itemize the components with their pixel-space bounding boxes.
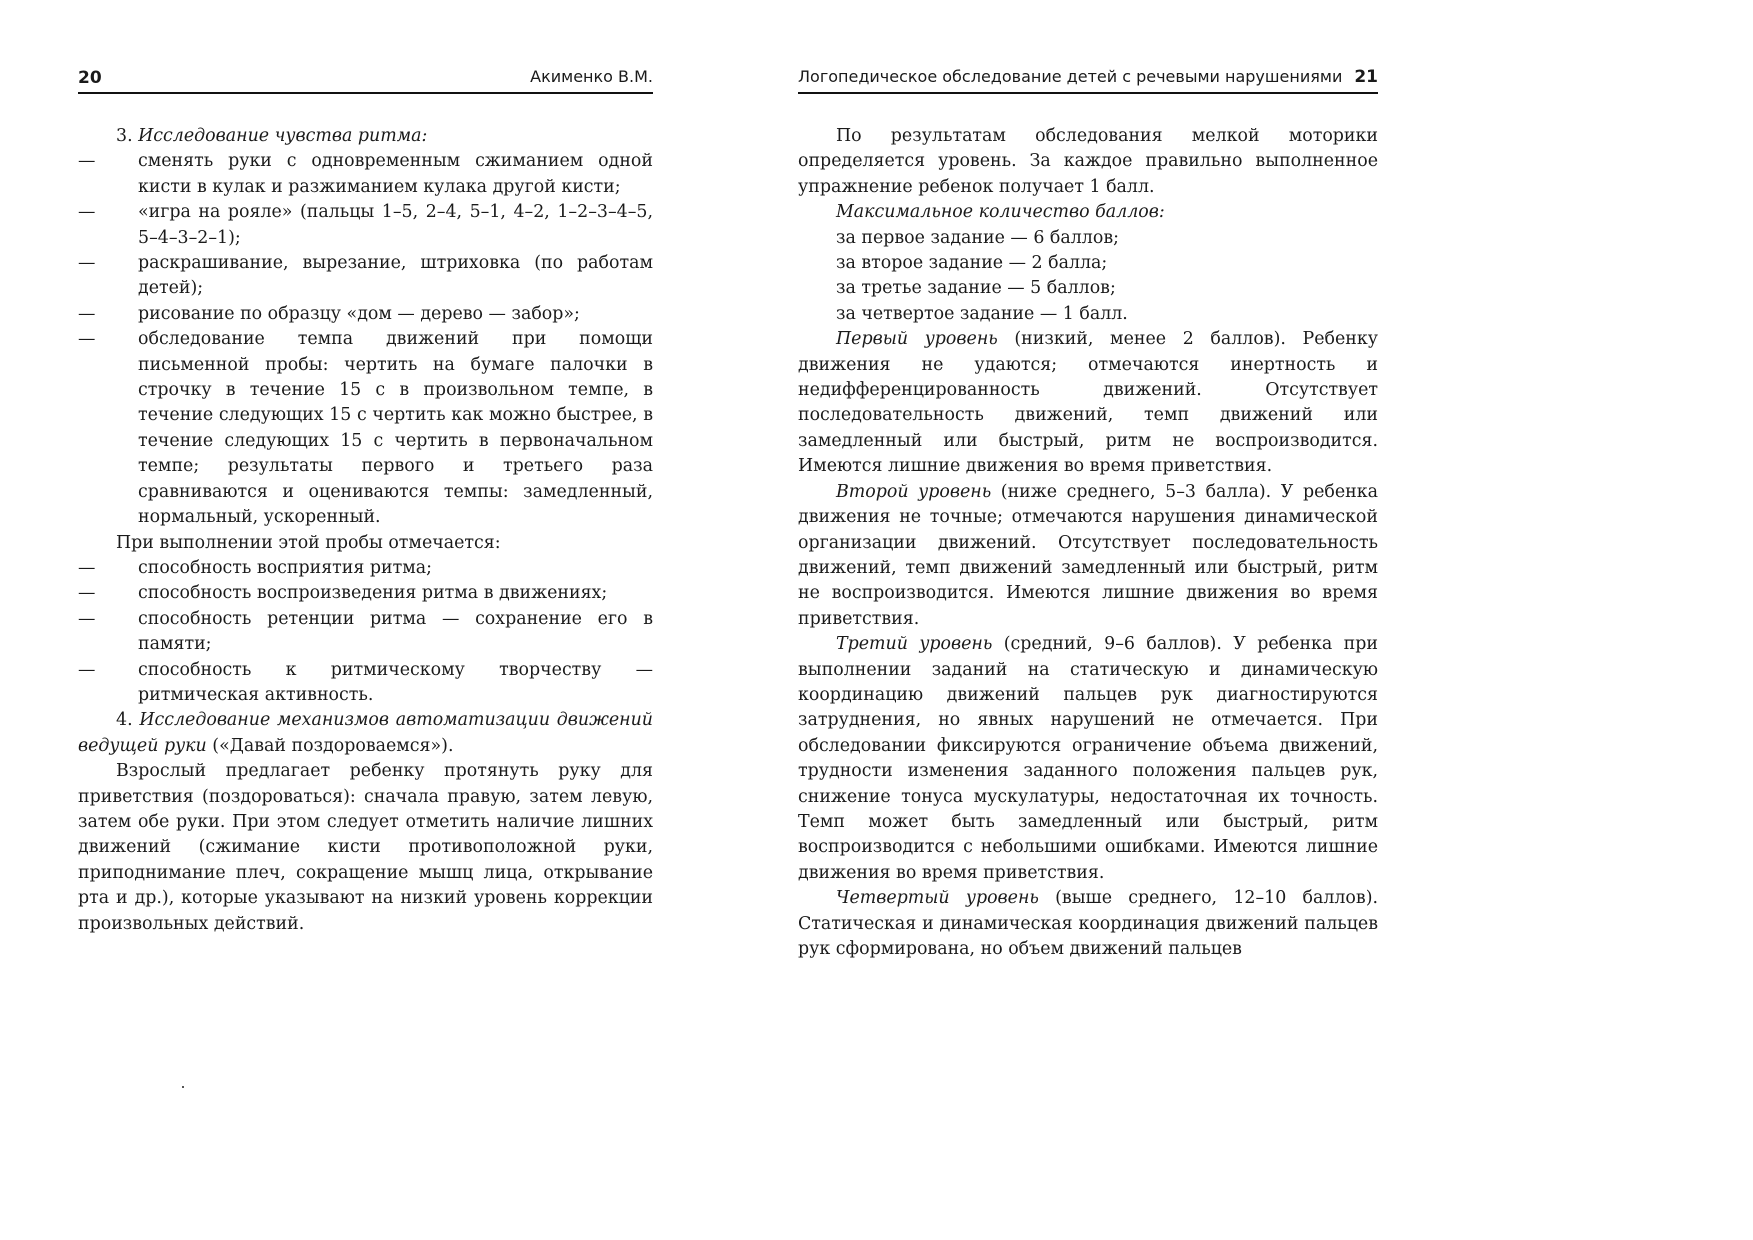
subheading: Максимальное количество баллов: xyxy=(836,202,1165,223)
paragraph: При выполнении этой пробы отмечается: xyxy=(116,532,501,553)
scan-speck xyxy=(182,1086,184,1088)
section-title: Исследование механизмов автоматизации движений ведущей руки xyxy=(78,710,653,756)
level-paragraph: Первый уровень (низкий, менее 2 баллов). Ребенку движения не удаются; отмечаются инертность и недифференцированность движений. Отсутствует последовательность движений, темп движений или замедленный или быстрый, ритм не воспроизводится. Имеются лишние движения во время приветствия. xyxy=(798,329,1378,477)
score-item: за второе задание — 2 балла; xyxy=(836,253,1108,274)
list-item: — способность ретенции ритма — сохранение его в памяти; xyxy=(78,608,653,655)
section-heading: 3. Исследование чувства ритма: xyxy=(116,126,428,146)
list-item: — способность воспроизведения ритма в движениях; xyxy=(78,583,608,604)
level-paragraph: Третий уровень (средний, 9–6 баллов). У ребенка при выполнении заданий на статическую и динамическую координацию движений пальцев рук диагностируются затруднения, но явных нарушений не отмечается. При обследовании фиксируются ограничение объема движений, трудности изменения заданного положения пальцев рук, снижение тонуса мускулатуры, недостаточная их точность. Темп может быть замедленный или быстрый, ритм воспроизводится с небольшими ошибками. Имеются лишние движения во время приветствия. xyxy=(798,634,1378,883)
level-paragraph: Четвертый уровень (выше среднего, 12–10 баллов). Статическая и динамическая координация движений пальцев рук сформирована, но объем движений пальцев xyxy=(798,888,1379,959)
score-item: за третье задание — 5 баллов; xyxy=(836,278,1116,299)
level-paragraph: Второй уровень (ниже среднего, 5–3 балла). У ребенка движения не точные; отмечаются нарушения динамической организации движений. Отсутствует последовательность движений, темп движений замедленный или быстрый, ритм не воспроизводится. Имеются лишние движения во время приветствия. xyxy=(798,481,1378,629)
list-item: — «игра на рояле» (пальцы 1–5, 2–4, 5–1, 4–2, 1–2–3–4–5, 5–4–3–2–1); xyxy=(78,202,653,248)
section-title: Исследование чувства ритма: xyxy=(138,126,428,146)
list-item: — рисование по образцу «дом — дерево — забор»; xyxy=(78,303,580,324)
running-title: Акименко В.М. xyxy=(530,67,653,86)
list-item: — сменять руки с одновременным сжиманием одной кисти в кулак и разжиманием кулака другой кисти; xyxy=(78,151,653,197)
page-body xyxy=(78,124,653,937)
page-body xyxy=(798,124,1378,962)
list-item: — способность к ритмическому творчеству — ритмическая активность. xyxy=(78,659,653,705)
paragraph: Взрослый предлагает ребенку протянуть руку для приветствия (поздороваться): сначала правую, затем левую, затем обе руки. При этом следует отметить наличие лишних движений (сжимание кисти противоположной руки, приподнимание плеч, сокращение мышц лица, открывание рта и др.), которые указывают на низкий уровень коррекции произвольных действий. xyxy=(78,761,653,934)
list-item: — раскрашивание, вырезание, штриховка (по работам детей); xyxy=(78,253,653,299)
score-item: за первое задание — 6 баллов; xyxy=(836,227,1119,248)
list-item: — обследование темпа движений при помощи письменной пробы: чертить на бумаге палочки в строчку в течение 15 с в произвольном темпе, в течение следующих 15 с чертить как можно быстрее, в течение следующих 15 с чертить в первоначальном темпе; результаты первого и третьего раза сравниваются и оцениваются темпы: замедленный, нормальный, ускоренный. xyxy=(78,329,653,528)
list-item: — способность восприятия ритма; xyxy=(78,557,432,578)
page-header xyxy=(798,64,1378,94)
page-header xyxy=(78,64,653,94)
running-title: Логопедическое обследование детей с речевыми нарушениями xyxy=(798,67,1343,86)
page-number: 21 xyxy=(1354,67,1378,87)
paragraph: По результатам обследования мелкой моторики определяется уровень. За каждое правильно выполненное упражнение ребенок получает 1 балл. xyxy=(798,126,1378,197)
score-item: за четвертое задание — 1 балл. xyxy=(836,303,1128,324)
section-heading: 4. Исследование механизмов автоматизации движений ведущей руки («Давай поздороваемся»). xyxy=(78,710,653,756)
page-number: 20 xyxy=(78,68,102,88)
